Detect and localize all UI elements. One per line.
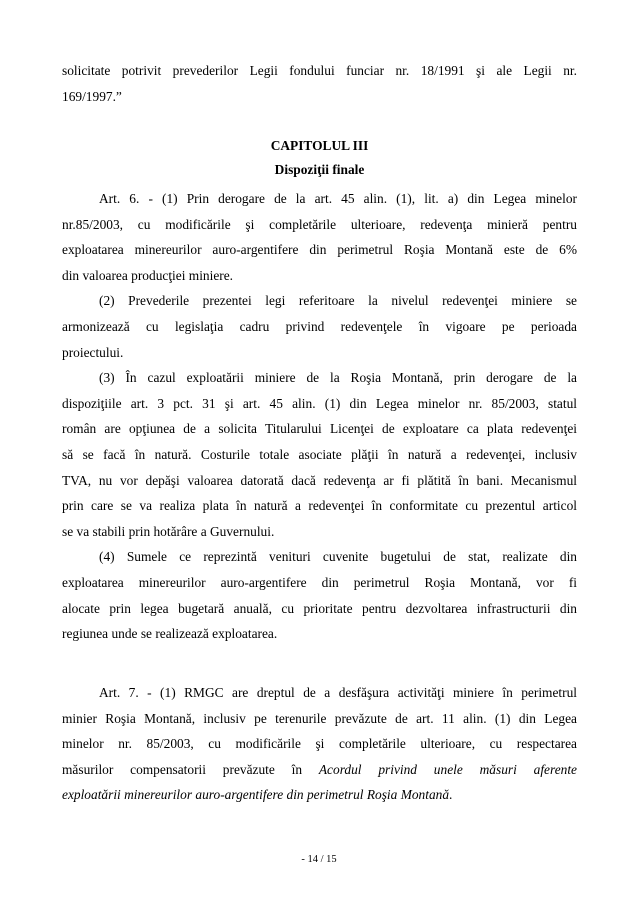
chapter-title: CAPITOLUL III (270, 138, 369, 153)
text-line: TVA, nu vor depăşi valoarea datorată dacă redevenţa ar fi plătită în bani. Mecanismul (62, 472, 577, 488)
article-7 (62, 680, 577, 808)
text-line: alocate prin legea bugetară anuală, cu prioritate pentru dezvoltarea infrastructurii din (62, 600, 577, 616)
text-line: din valoarea producţiei miniere. (62, 267, 234, 283)
intro-paragraph (62, 58, 577, 109)
text-line: să se facă în natură. Costurile totale asociate plăţii în natură a redevenţei, inclusiv (62, 446, 577, 462)
chapter-subtitle: Dispoziţii finale (274, 162, 365, 177)
text-line: (2) Prevederile prezentei legi referitoare la nivelul redevenţei miniere se (99, 293, 577, 309)
text-line: nr.85/2003, cu modificările şi completările ulterioare, redevenţa minieră pentru (62, 216, 577, 232)
text-line: solicitate potrivit prevederilor Legii fondului funciar nr. 18/1991 şi ale Legii nr. (62, 63, 577, 78)
text-line: prin care se va realiza plata în natură a redevenţei în conformitate cu prezentul articol (62, 498, 577, 514)
text-segment: măsurilor compensatorii prevăzute în (62, 761, 303, 777)
text-line: Art. 6. - (1) Prin derogare de la art. 45 alin. (1), lit. a) din Legea minelor (99, 191, 577, 206)
text-line: 169/1997.” (62, 88, 122, 104)
text-segment: . (449, 787, 453, 803)
text-line: se va stabili prin hotărâre a Guvernului. (62, 523, 275, 539)
text-line: exploatarea minereurilor auro-argentifere din perimetrul Roşia Montană, vor fi (62, 574, 577, 590)
article-6 (62, 186, 577, 647)
italic-text: exploatării minereurilor auro-argentifere din perimetrul Roşia Montană (62, 787, 450, 803)
text-line: român are opţiunea de a solicita Titularului Licenţei de exploatare ca plata redevenţei (62, 421, 577, 437)
text-line: (4) Sumele ce reprezintă venituri cuvenite bugetului de stat, realizate din (99, 549, 577, 565)
text-line: minier Roşia Montană, inclusiv pe terenurile prevăzute de art. 11 alin. (1) din Legea (62, 710, 577, 726)
text-line: Art. 7. - (1) RMGC are dreptul de a desfăşura activităţi miniere în perimetrul (99, 685, 577, 700)
text-line (62, 782, 577, 808)
text-line: regiunea unde se realizează exploatarea. (62, 626, 278, 642)
page-number: - 14 / 15 (301, 854, 337, 865)
text-line (62, 757, 577, 783)
text-line: minelor nr. 85/2003, cu modificările şi completările ulterioare, cu respectarea (62, 736, 577, 752)
italic-text: Acordul privind unele măsuri aferente (318, 761, 577, 777)
text-line: (3) În cazul exploatării miniere de la Roşia Montană, prin derogare de la (99, 370, 577, 386)
text-line: exploatarea minereurilor auro-argentifere din perimetrul Roşia Montană este de 6% (62, 242, 577, 258)
text-line: armonizează cu legislaţia cadru privind redevenţele în vigoare pe perioada (62, 318, 577, 334)
text-line: proiectului. (62, 344, 124, 360)
text-line: dispoziţiile art. 3 pct. 31 şi art. 45 alin. (1) din Legea minelor nr. 85/2003, statul (62, 395, 577, 411)
